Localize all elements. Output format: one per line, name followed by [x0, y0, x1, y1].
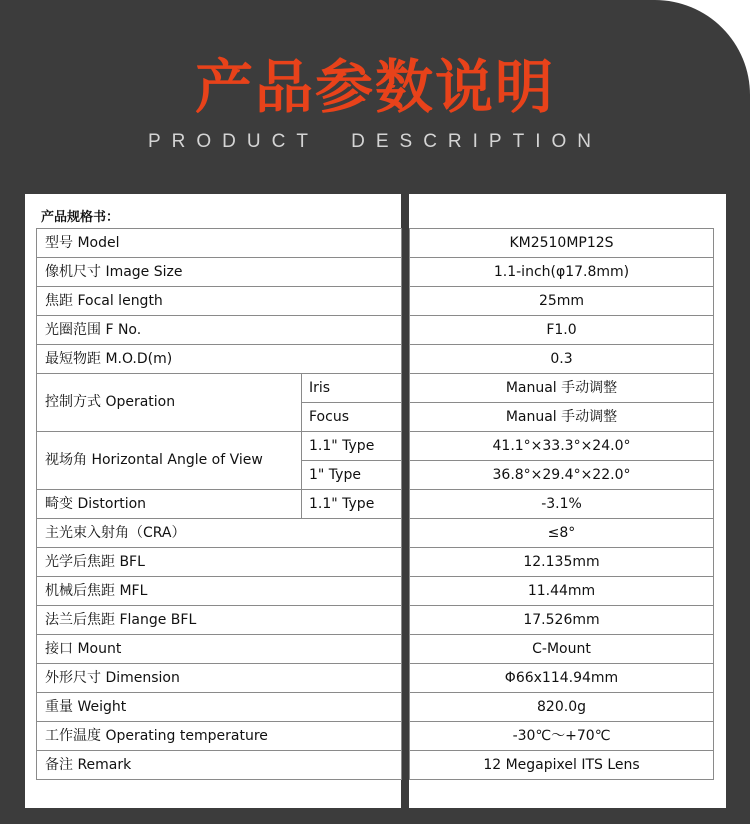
table-row [37, 374, 714, 403]
page-subtitle: PRODUCT DESCRIPTION [147, 131, 602, 152]
spec-label: 焦距 Focal length [37, 287, 402, 316]
table-row [37, 606, 714, 635]
spec-value: 12 Megapixel ITS Lens [410, 751, 714, 780]
spec-value: ≤8° [410, 519, 714, 548]
spec-value: 820.0g [410, 693, 714, 722]
table-row [37, 258, 714, 287]
spec-sublabel: 1.1" Type [302, 432, 402, 461]
table-row [37, 519, 714, 548]
spec-value: C-Mount [410, 635, 714, 664]
spec-label: 主光束入射角（CRA） [37, 519, 402, 548]
spec-value: 41.1°×33.3°×24.0° [410, 432, 714, 461]
table-row [37, 316, 714, 345]
table-row [37, 432, 714, 461]
table-row [37, 751, 714, 780]
table-row [37, 490, 714, 519]
spec-label: 法兰后焦距 Flange BFL [37, 606, 402, 635]
spec-sublabel: 1.1" Type [302, 490, 402, 519]
table-row [37, 548, 714, 577]
spec-sublabel: 1" Type [302, 461, 402, 490]
spec-heading: 产品规格书： [41, 210, 120, 225]
spec-value: 1.1-inch(φ17.8mm) [410, 258, 714, 287]
table-row [37, 345, 714, 374]
spec-value: 25mm [410, 287, 714, 316]
spec-label: 重量 Weight [37, 693, 402, 722]
table-row [37, 635, 714, 664]
spec-label: 备注 Remark [37, 751, 402, 780]
spec-value: Φ66x114.94mm [410, 664, 714, 693]
spec-value: 17.526mm [410, 606, 714, 635]
column-gap [402, 229, 410, 780]
spec-label: 光圈范围 F No. [37, 316, 402, 345]
spec-label: 光学后焦距 BFL [37, 548, 402, 577]
table-row [37, 693, 714, 722]
spec-value: 12.135mm [410, 548, 714, 577]
table-row [37, 229, 714, 258]
spec-value: 0.3 [410, 345, 714, 374]
table-row [37, 722, 714, 751]
spec-label: 机械后焦距 MFL [37, 577, 402, 606]
spec-value: 11.44mm [410, 577, 714, 606]
spec-value: F1.0 [410, 316, 714, 345]
spec-value: Manual 手动调整 [410, 403, 714, 432]
spec-value: -30℃～+70℃ [410, 722, 714, 751]
spec-label: 外形尺寸 Dimension [37, 664, 402, 693]
spec-label: 型号 Model [37, 229, 402, 258]
spec-value: KM2510MP12S [410, 229, 714, 258]
spec-label: 控制方式 Operation [37, 374, 302, 432]
table-row [37, 577, 714, 606]
spec-label: 接口 Mount [37, 635, 402, 664]
table-row [37, 664, 714, 693]
page-title: 产品参数说明 [194, 53, 555, 121]
spec-label: 像机尺寸 Image Size [37, 258, 402, 287]
spec-value: Manual 手动调整 [410, 374, 714, 403]
spec-sublabel: Focus [302, 403, 402, 432]
spec-label: 畸变 Distortion [37, 490, 302, 519]
spec-value: 36.8°×29.4°×22.0° [410, 461, 714, 490]
spec-value: -3.1% [410, 490, 714, 519]
spec-sublabel: Iris [302, 374, 402, 403]
spec-label: 工作温度 Operating temperature [37, 722, 402, 751]
table-row [37, 287, 714, 316]
spec-label: 视场角 Horizontal Angle of View [37, 432, 302, 490]
spec-label: 最短物距 M.O.D(m) [37, 345, 402, 374]
spec-table [36, 228, 714, 780]
